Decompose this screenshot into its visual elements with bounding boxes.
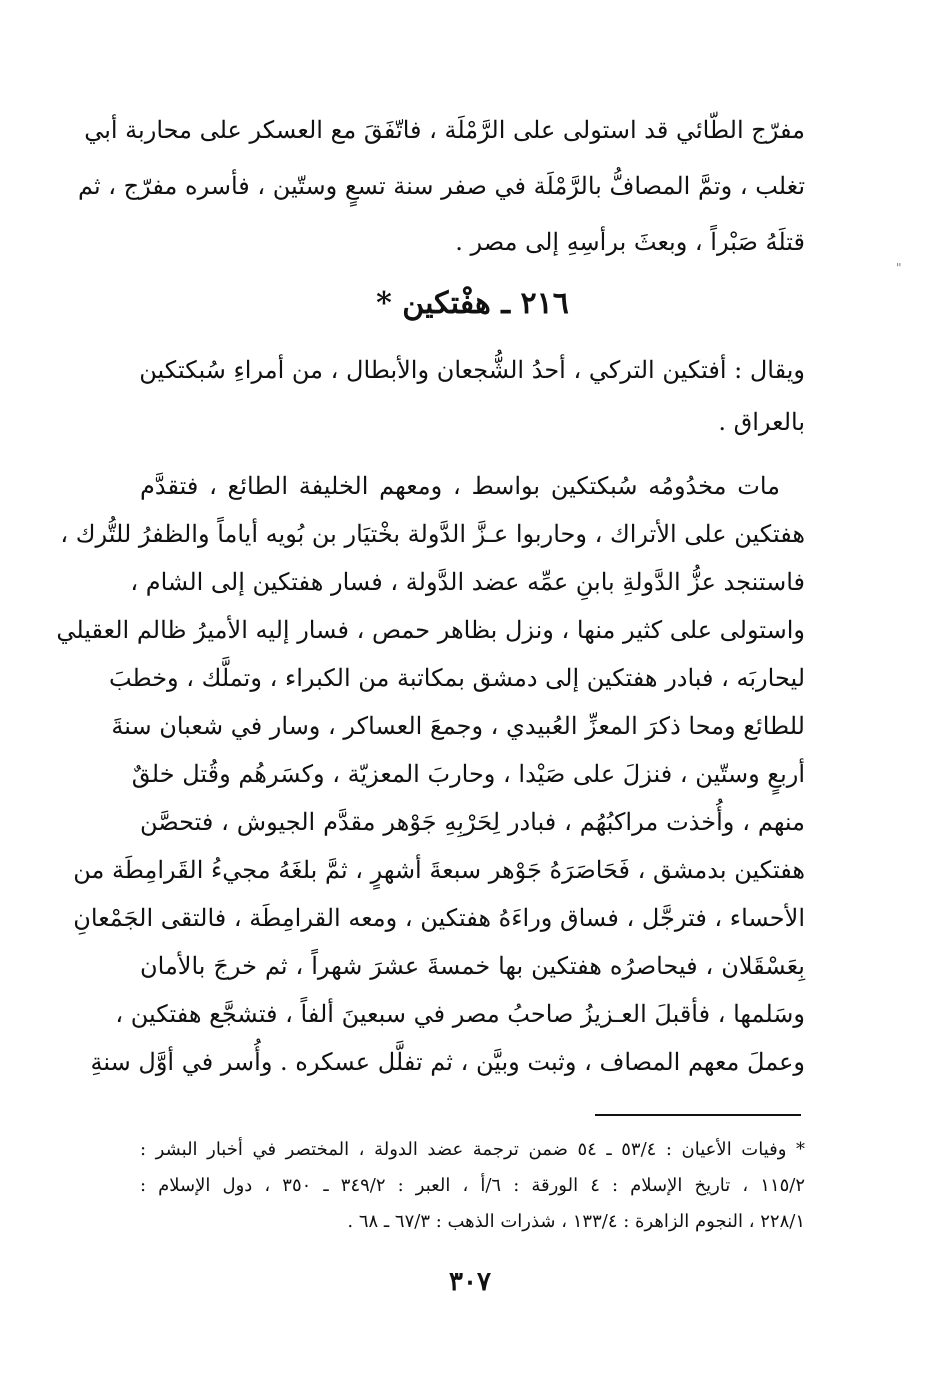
text-line: ليحاربَه ، فبادر هفتكين إلى دمشق بمكاتبة من الكبراء ، وتملَّك ، وخطبَ: [108, 664, 805, 692]
text-line: بِعَسْقَلان ، فيحاصرُه هفتكين بها خمسةَ عشرَ شهراً ، ثم خرجَ بالأمان: [140, 952, 805, 980]
footnote-separator: [595, 1114, 801, 1116]
text-line: الأحساء ، فترجَّل ، فساق وراءَهُ هفتكين ، ومعه القرامِطَة ، فالتقى الجَمْعانِ: [73, 904, 805, 932]
text-line: فاستنجد عزُّ الدَّولةِ بابنِ عمِّه عضد الدَّولة ، فسار هفتكين إلى الشام ،: [130, 568, 805, 596]
text-line: بالعراق .: [718, 408, 805, 436]
margin-mark: ": [896, 261, 902, 275]
footnote-line: ٢٢٨/١ ، النجوم الزاهرة : ١٣٣/٤ ، شذرات الذهب : ٦٧/٣ ـ ٦٨ .: [347, 1211, 805, 1232]
text-line: وعملَ معهم المصاف ، وثبت وبيَّن ، ثم تفلَّل عسكره . وأُسر في أوَّل سنةِ: [90, 1048, 805, 1076]
text-line: ويقال : أفتكين التركي ، أحدُ الشُّجعان والأبطال ، من أمراءِ سُبكتكين: [139, 356, 805, 384]
page-number: ٣٠٧: [449, 1267, 491, 1297]
text-line: مفرّج الطّائي قد استولى على الرَّمْلَة ، فاتّفَقَ مع العسكر على محاربة أبي: [84, 116, 805, 144]
text-line: قتلَهُ صَبْراً ، وبعثَ برأسِهِ إلى مصر .: [455, 228, 805, 256]
text-line: وسَلمها ، فأقبلَ العـزيزُ صاحبُ مصر في سبعينَ ألفاً ، فتشجَّع هفتكين ،: [115, 1000, 805, 1028]
text-line: هفتكين على الأتراك ، وحاربوا عـزَّ الدَّولة بخْتيَار بن بُويه أياماً والظفرُ للتُّرك ،: [60, 520, 805, 548]
text-line: أربعٍ وستّين ، فنزلَ على صَيْدا ، وحاربَ المعزيّة ، وكسَرهُم وقُتل خلقٌ: [131, 760, 805, 788]
footnote-line: * وفيات الأعيان : ٥٣/٤ ـ ٥٤ ضمن ترجمة عضد الدولة ، المختصر في أخبار البشر :: [140, 1139, 806, 1160]
text-line: للطائع ومحا ذكرَ المعزِّ العُبيدي ، وجمعَ العساكر ، وسار في شعبان سنةَ: [111, 712, 805, 740]
footnote-line: ١١٥/٢ ، تاريخ الإسلام : ٤ الورقة : ٦/أ ، العبر : ٣٤٩/٢ ـ ٣٥٠ ، دول الإسلام :: [140, 1175, 806, 1196]
text-line: منهم ، وأُخذت مراكبُهُم ، فبادر لِحَرْبِهِ جَوْهر مقدَّم الجيوش ، فتحصَّن: [140, 808, 805, 836]
text-line: هفتكين بدمشق ، فَحَاصَرَهُ جَوْهر سبعةَ أشهرٍ ، ثمَّ بلغَهُ مجيءُ القَرامِطَة من: [73, 856, 805, 884]
entry-heading: ٢١٦ ـ هفْتكين *: [376, 286, 569, 321]
text-line: مات مخدُومُه سُبكتكين بواسط ، ومعهم الخليفة الطائع ، فتقدَّم: [140, 472, 780, 500]
text-line: واستولى على كثير منها ، ونزل بظاهر حمص ، فسار إليه الأميرُ ظالم العقيلي: [56, 616, 805, 644]
text-line: تغلب ، وتمَّ المصافُّ بالرَّمْلَة في صفر سنة تسعٍ وستّين ، فأسره مفرّج ، ثم: [78, 172, 805, 200]
